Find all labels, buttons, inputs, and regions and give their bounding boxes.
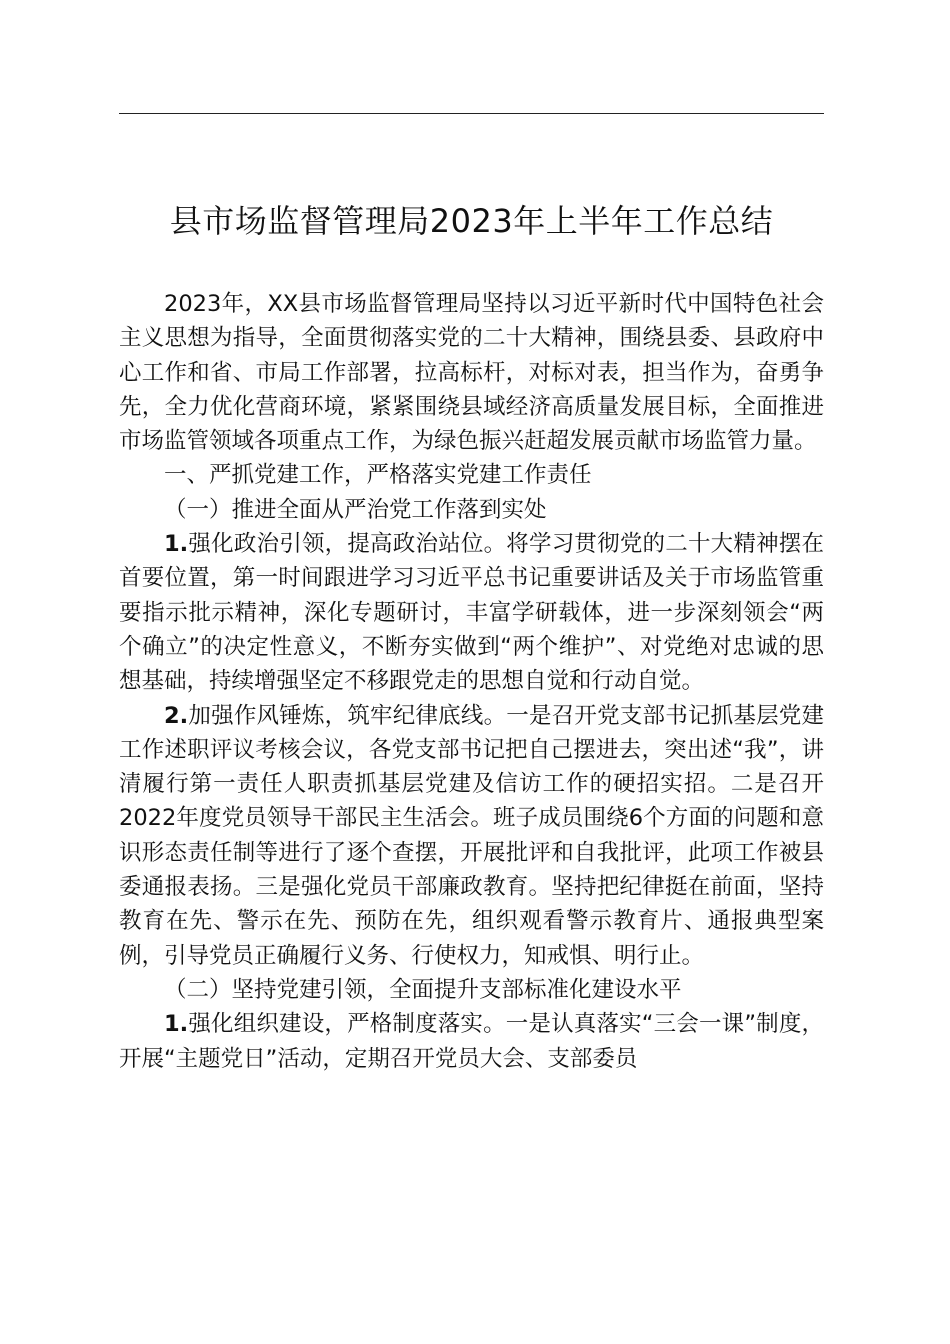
section-heading-1: 一、严抓党建工作，严格落实党建工作责任	[164, 462, 592, 489]
list-item-1-1	[119, 527, 824, 698]
header-rule	[119, 113, 824, 114]
document-title: 县市场监督管理局2023年上半年工作总结	[169, 202, 774, 240]
subsection-heading-1-2: （二）坚持党建引领，全面提升支部标准化建设水平	[164, 976, 682, 1003]
list-item-number: 2.	[164, 702, 189, 729]
list-item-text: 加强作风锤炼，筑牢纪律底线。一是召开党支部书记抓基层党建工作述职评议考核会议，各党支部书记把自己摆进去，突出述“我”，讲清履行第一责任人职责抓基层党建及信访工作的硬招实招。二是召开2022年度党员领导干部民主生活会。班子成员围绕6个方面的问题和意识形态责任制等进行了逐个查摆，开展批评和自我批评，此项工作被县委通报表扬。三是强化党员干部廉政教育。坚持把纪律挺在前面，坚持教育在先、警示在先、预防在先，组织观看警示教育片、通报典型案例，引导党员正确履行义务、行使权力，知戒惧、明行止。	[119, 702, 824, 969]
document-body	[119, 287, 824, 1076]
subsection-heading-1-1: （一）推进全面从严治党工作落到实处	[164, 496, 547, 523]
list-item-number: 1.	[164, 1011, 189, 1038]
list-item-number: 1.	[164, 531, 189, 558]
list-item-text: 强化组织建设，严格制度落实。一是认真落实“三会一课”制度，开展“主题党日”活动，定期召开党员大会、支部委员	[119, 1011, 824, 1072]
intro-paragraph: 2023年，XX县市场监督管理局坚持以习近平新时代中国特色社会主义思想为指导，全面贯彻落实党的二十大精神，围绕县委、县政府中心工作和省、市局工作部署，拉高标杆，对标对表，担当作为，奋勇争先，全力优化营商环境，紧紧围绕县域经济高质量发展目标，全面推进市场监管领域各项重点工作，为绿色振兴赶超发展贡献市场监管力量。	[119, 291, 824, 455]
list-item-1-2	[119, 699, 824, 973]
list-item-2-1	[119, 1007, 824, 1076]
list-item-text: 强化政治引领，提高政治站位。将学习贯彻党的二十大精神摆在首要位置，第一时间跟进学习习近平总书记重要讲话及关于市场监管重要指示批示精神，深化专题研讨，丰富学研载体，进一步深刻领会“两个确立”的决定性意义，不断夯实做到“两个维护”、对党绝对忠诚的思想基础，持续增强坚定不移跟党走的思想自觉和行动自觉。	[119, 531, 824, 695]
